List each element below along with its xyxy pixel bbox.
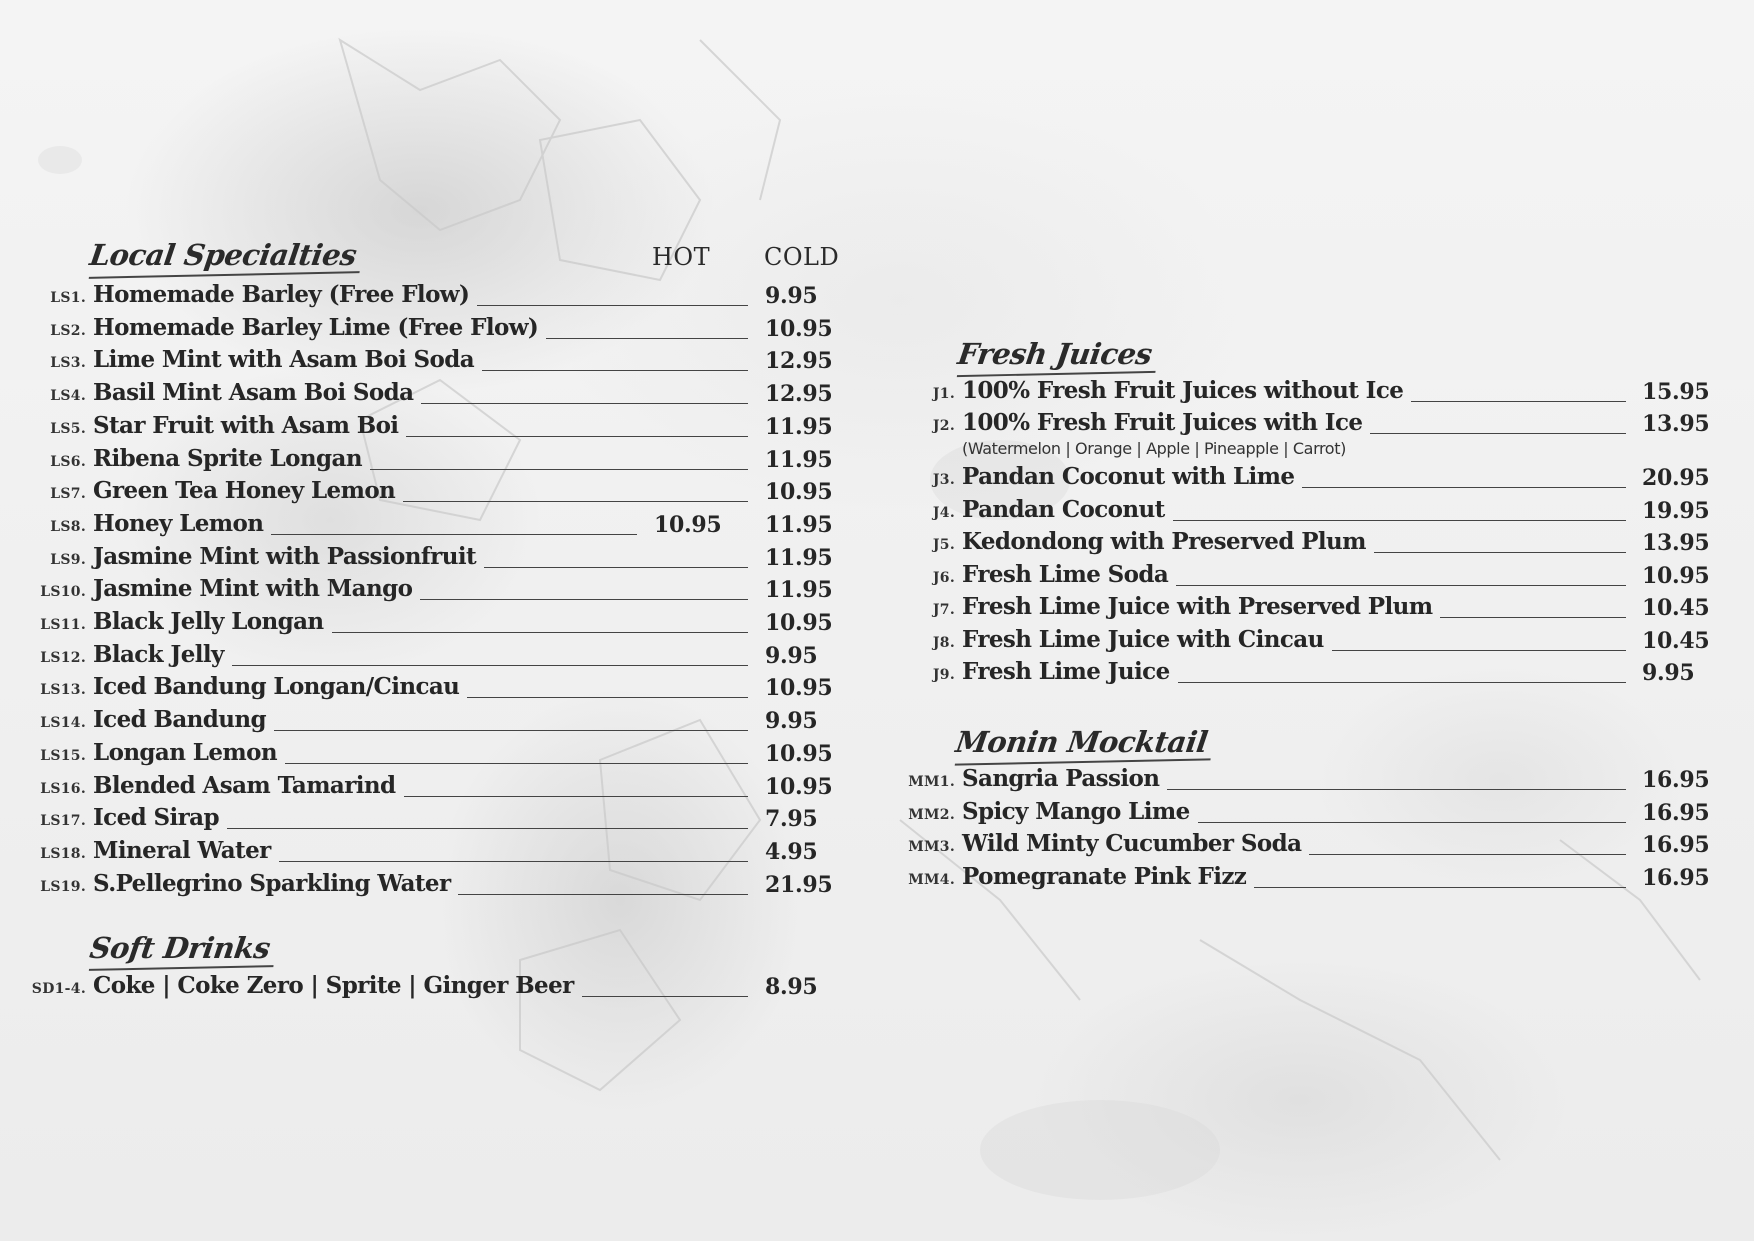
item-name: Fresh Lime Juice with Cincau bbox=[962, 626, 1324, 653]
item-name: Longan Lemon bbox=[93, 738, 277, 766]
cold-price: 9.95 bbox=[765, 642, 818, 669]
cold-price: 9.95 bbox=[765, 283, 818, 309]
cold-price: 10.95 bbox=[765, 610, 833, 636]
item-code: LS4. bbox=[50, 388, 86, 405]
item-price: 8.95 bbox=[765, 974, 818, 1000]
leader-line bbox=[1411, 401, 1626, 402]
menu-item-row bbox=[93, 673, 756, 705]
item-name: Coke | Coke Zero | Sprite | Ginger Beer bbox=[93, 972, 574, 999]
leader-line bbox=[420, 599, 748, 600]
item-code: LS10. bbox=[40, 584, 86, 601]
soft-drinks-title: Soft Drinks bbox=[88, 931, 272, 965]
menu-item-row bbox=[93, 837, 756, 869]
menu-item-row bbox=[93, 281, 756, 313]
cold-price: 21.95 bbox=[765, 871, 833, 898]
cold-price: 12.95 bbox=[765, 381, 833, 408]
menu-item-row bbox=[93, 543, 756, 575]
item-name: Honey Lemon bbox=[93, 509, 264, 537]
item-name: Black Jelly Longan bbox=[93, 608, 324, 635]
cold-price: 10.95 bbox=[765, 675, 833, 702]
item-name: Kedondong with Preserved Plum bbox=[962, 528, 1366, 555]
menu-item-row bbox=[93, 346, 756, 378]
item-name: Iced Bandung Longan/Cincau bbox=[93, 673, 460, 701]
item-name: Pomegranate Pink Fizz bbox=[962, 862, 1247, 890]
item-name: Basil Mint Asam Boi Soda bbox=[93, 379, 414, 407]
item-code: LS19. bbox=[40, 878, 86, 895]
item-code: LS17. bbox=[40, 813, 86, 830]
item-name: Black Jelly bbox=[93, 640, 224, 668]
item-name: Iced Sirap bbox=[93, 804, 219, 832]
item-name: Jasmine Mint with Passionfruit bbox=[93, 542, 476, 570]
cold-price: 10.95 bbox=[765, 479, 833, 506]
item-name: 100% Fresh Fruit Juices with Ice bbox=[962, 409, 1363, 436]
cold-price: 11.95 bbox=[765, 413, 833, 440]
menu-item-row bbox=[962, 658, 1634, 690]
menu-item-row bbox=[93, 641, 756, 673]
cold-column-header: COLD bbox=[764, 243, 840, 271]
leader-line bbox=[274, 730, 748, 731]
menu-item-row bbox=[962, 765, 1634, 797]
menu-item-row bbox=[93, 706, 756, 738]
leader-line bbox=[285, 763, 748, 764]
cold-price: 9.95 bbox=[765, 708, 818, 735]
item-code: LS3. bbox=[50, 355, 86, 372]
item-price: 10.95 bbox=[1642, 563, 1710, 589]
item-code: LS5. bbox=[50, 420, 86, 437]
cold-price: 7.95 bbox=[765, 806, 818, 833]
leader-line bbox=[1254, 887, 1626, 888]
cold-price: 12.95 bbox=[765, 348, 833, 375]
item-price: 16.95 bbox=[1642, 767, 1710, 793]
item-code: SD1-4. bbox=[31, 981, 86, 997]
item-code: MM2. bbox=[908, 806, 955, 823]
item-price: 9.95 bbox=[1642, 660, 1695, 686]
item-code: MM1. bbox=[908, 774, 955, 790]
menu-item-row bbox=[93, 314, 756, 346]
item-code: LS12. bbox=[40, 649, 86, 666]
leader-line bbox=[1302, 487, 1626, 488]
leader-line bbox=[1178, 682, 1626, 683]
item-name: Homemade Barley Lime (Free Flow) bbox=[93, 313, 539, 341]
item-name: Fresh Lime Soda bbox=[962, 561, 1169, 588]
item-code: LS15. bbox=[40, 747, 86, 764]
item-code: J6. bbox=[932, 570, 955, 586]
item-name: Iced Bandung bbox=[93, 706, 266, 734]
leader-line bbox=[458, 894, 748, 895]
menu-item-row bbox=[93, 445, 756, 477]
item-name: Star Fruit with Asam Boi bbox=[93, 411, 399, 439]
item-name: Pandan Coconut bbox=[962, 496, 1165, 523]
item-name: Mineral Water bbox=[93, 836, 271, 864]
monin-mocktail-title: Monin Mocktail bbox=[954, 725, 1210, 759]
item-name: 100% Fresh Fruit Juices without Ice bbox=[962, 377, 1404, 404]
item-name: Pandan Coconut with Lime bbox=[962, 463, 1295, 490]
item-name: Fresh Lime Juice bbox=[962, 658, 1170, 685]
item-code: LS7. bbox=[50, 486, 86, 503]
hot-price: 10.95 bbox=[654, 511, 722, 538]
hot-column-header: HOT bbox=[652, 243, 711, 271]
item-name: Homemade Barley (Free Flow) bbox=[93, 281, 470, 308]
item-code: LS1. bbox=[50, 290, 86, 306]
menu-item-row bbox=[962, 626, 1634, 658]
menu-item-row bbox=[962, 830, 1634, 862]
item-name: Sangria Passion bbox=[962, 765, 1160, 792]
menu-item-row bbox=[93, 972, 756, 1004]
cold-price: 11.95 bbox=[765, 511, 833, 538]
leader-line bbox=[1374, 552, 1626, 553]
cold-price: 10.95 bbox=[765, 773, 833, 800]
menu-item-row bbox=[962, 863, 1634, 895]
leader-line bbox=[403, 501, 748, 502]
leader-line bbox=[421, 403, 748, 404]
menu-item-row bbox=[962, 463, 1634, 495]
item-name: Wild Minty Cucumber Soda bbox=[962, 830, 1302, 857]
item-price: 13.95 bbox=[1642, 411, 1710, 437]
item-name: Fresh Lime Juice with Preserved Plum bbox=[962, 593, 1433, 620]
leader-line bbox=[1370, 433, 1626, 434]
item-code: MM3. bbox=[908, 839, 955, 855]
menu-item-row bbox=[962, 561, 1634, 593]
cold-price: 4.95 bbox=[765, 838, 818, 865]
menu-item-row bbox=[93, 510, 645, 542]
leader-line bbox=[370, 469, 748, 470]
menu-item-row bbox=[93, 804, 756, 836]
leader-line bbox=[404, 796, 749, 797]
leader-line bbox=[279, 861, 748, 862]
leader-line bbox=[482, 370, 748, 371]
item-price: 15.95 bbox=[1642, 379, 1710, 405]
item-code: LS13. bbox=[40, 682, 86, 699]
leader-line bbox=[227, 828, 748, 829]
local-specialties-title: Local Specialties bbox=[88, 238, 359, 272]
cold-price: 10.95 bbox=[765, 740, 833, 767]
menu-item-row bbox=[962, 798, 1634, 830]
cold-price: 11.95 bbox=[765, 577, 833, 604]
item-code: J2. bbox=[932, 418, 955, 434]
menu-item-row bbox=[93, 608, 756, 640]
item-code: LS2. bbox=[50, 322, 86, 339]
item-name: Green Tea Honey Lemon bbox=[93, 477, 396, 505]
menu-item-row bbox=[962, 377, 1634, 409]
menu-item-row bbox=[93, 477, 756, 509]
cold-price: 11.95 bbox=[765, 544, 833, 571]
item-code: J8. bbox=[932, 635, 955, 651]
menu-item-row bbox=[962, 593, 1634, 625]
item-code: J7. bbox=[932, 602, 955, 618]
leader-line bbox=[1332, 650, 1626, 651]
leader-line bbox=[271, 534, 637, 535]
item-code: LS6. bbox=[50, 453, 86, 470]
item-name: Lime Mint with Asam Boi Soda bbox=[93, 346, 475, 374]
item-code: J1. bbox=[932, 386, 955, 402]
item-name: Spicy Mango Lime bbox=[962, 797, 1190, 825]
item-code: LS18. bbox=[40, 845, 86, 862]
menu-item-row bbox=[962, 528, 1634, 560]
item-name: Ribena Sprite Longan bbox=[93, 444, 362, 472]
leader-line bbox=[1167, 789, 1626, 790]
menu-item-row bbox=[93, 870, 756, 902]
item-name: Jasmine Mint with Mango bbox=[93, 575, 413, 603]
leader-line bbox=[477, 305, 748, 306]
item-price: 16.95 bbox=[1642, 799, 1710, 826]
leader-line bbox=[332, 632, 748, 633]
item-code: J5. bbox=[932, 537, 955, 553]
item-price: 10.45 bbox=[1642, 628, 1710, 654]
leader-line bbox=[467, 697, 748, 698]
item-code: J3. bbox=[932, 472, 955, 488]
leader-line bbox=[1309, 854, 1626, 855]
item-code: LS9. bbox=[50, 551, 86, 568]
cold-price: 10.95 bbox=[765, 315, 833, 342]
item-price: 16.95 bbox=[1642, 864, 1710, 891]
item-price: 10.45 bbox=[1642, 595, 1710, 621]
leader-line bbox=[1440, 617, 1626, 618]
item-name: Blended Asam Tamarind bbox=[93, 771, 396, 799]
item-code: MM4. bbox=[908, 871, 955, 888]
item-code: LS14. bbox=[40, 715, 86, 732]
menu-item-row bbox=[93, 412, 756, 444]
menu-item-row bbox=[93, 575, 756, 607]
leader-line bbox=[232, 665, 748, 666]
leader-line bbox=[546, 338, 748, 339]
menu-item-row bbox=[93, 739, 756, 771]
menu-item-row bbox=[962, 496, 1634, 528]
leader-line bbox=[406, 436, 748, 437]
item-name: S.Pellegrino Sparkling Water bbox=[93, 869, 451, 897]
leader-line bbox=[582, 996, 748, 997]
item-code: J9. bbox=[932, 667, 955, 683]
cold-price: 11.95 bbox=[765, 446, 833, 473]
menu-item-row bbox=[93, 772, 756, 804]
item-code: LS8. bbox=[50, 518, 86, 535]
fruit-options-note: (Watermelon | Orange | Apple | Pineapple | Carrot) bbox=[962, 439, 1346, 458]
leader-line bbox=[1198, 822, 1626, 823]
menu-item-row bbox=[962, 409, 1634, 441]
item-price: 13.95 bbox=[1642, 530, 1710, 556]
fresh-juices-title: Fresh Juices bbox=[956, 337, 1154, 371]
item-price: 19.95 bbox=[1642, 498, 1710, 524]
item-code: LS11. bbox=[40, 617, 86, 633]
item-code: J4. bbox=[932, 505, 955, 521]
leader-line bbox=[1173, 520, 1626, 521]
leader-line bbox=[484, 567, 748, 568]
item-code: LS16. bbox=[40, 780, 86, 797]
item-price: 16.95 bbox=[1642, 832, 1710, 858]
leader-line bbox=[1176, 585, 1626, 586]
item-price: 20.95 bbox=[1642, 465, 1710, 491]
menu-item-row bbox=[93, 379, 756, 411]
